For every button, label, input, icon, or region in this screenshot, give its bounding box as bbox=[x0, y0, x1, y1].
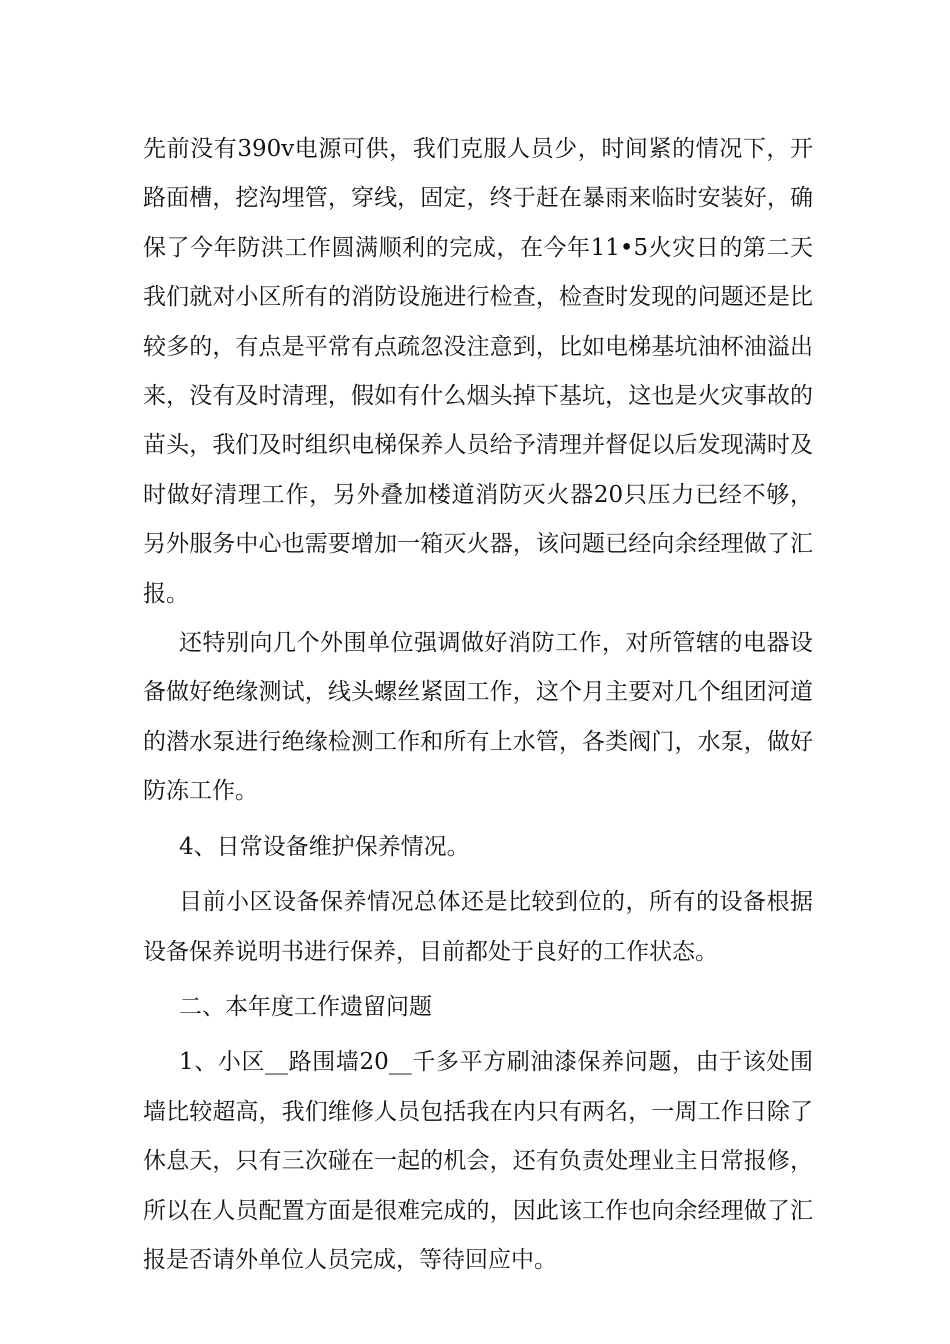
document-body bbox=[143, 125, 813, 1285]
paragraph-outer-units-fire-work: 还特别向几个外围单位强调做好消防工作，对所管辖的电器设备做好绝缘测试，线头螺丝紧固工作，这个月主要对几个组团河道的潜水泵进行绝缘检测工作和所有上水管，各类阀门，水泵，做好防冻工作。 bbox=[143, 630, 813, 805]
paragraph-fire-safety-inspection: 先前没有390v电源可供，我们克服人员少，时间紧的情况下，开路面槽，挖沟埋管，穿线，固定，终于赶在暴雨来临时安装好，确保了今年防洪工作圆满顺利的完成，在今年11•5火灾日的第二天我们就对小区所有的消防设施进行检查，检查时发现的问题还是比较多的，有点是平常有点疏忽没注意到，比如电梯基坑油杯油溢出来，没有及时清理，假如有什么烟头掉下基坑，这也是火灾事故的苗头，我们及时组织电梯保养人员给予清理并督促以后发现满时及时做好清理工作，另外叠加楼道消防灭火器20只压力已经不够，另外服务中心也需要增加一箱灭火器，该问题已经向余经理做了汇报。 bbox=[143, 136, 813, 607]
section-heading-outstanding-issues: 二、本年度工作遗留问题 bbox=[179, 993, 432, 1020]
paragraph-maintenance-status: 目前小区设备保养情况总体还是比较到位的，所有的设备根据设备保养说明书进行保养，目前都处于良好的工作状态。 bbox=[143, 889, 813, 965]
paragraph-wall-painting-issue: 1、小区__路围墙20__千多平方刷油漆保养问题，由于该处围墙比较超高，我们维修人员包括我在内只有两名，一周工作日除了休息天，只有三次碰在一起的机会，还有负责处理业主日常报修，所以在人员配置方面是很难完成的，因此该工作也向余经理做了汇报是否请外单位人员完成，等待回应中。 bbox=[143, 1049, 813, 1273]
section-heading-daily-maintenance: 4、日常设备维护保养情况。 bbox=[179, 833, 470, 860]
